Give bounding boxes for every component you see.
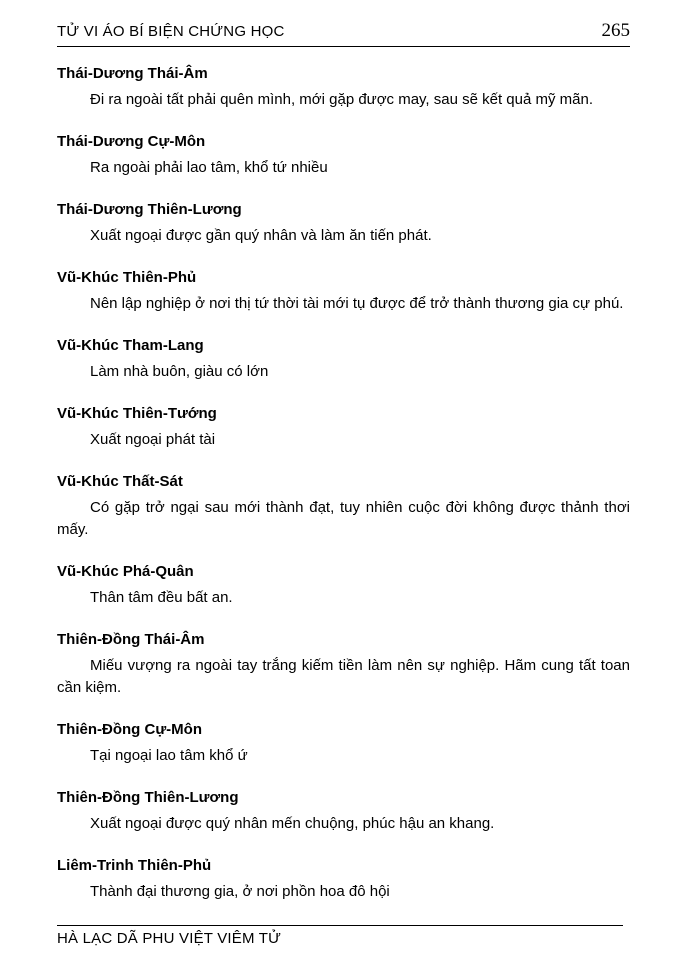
entry-body: Nên lập nghiệp ở nơi thị tứ thời tài mới tụ được để trở thành thương gia cự phú. xyxy=(90,295,624,312)
entry-heading: Liêm-Trinh Thiên-Phủ xyxy=(57,857,212,874)
entry-body: Miếu vượng ra ngoài tay trắng kiếm tiền làm nên sự nghiệp. Hãm cung tất toan cần kiệm. xyxy=(57,657,630,696)
entry-heading: Thái-Dương Thiên-Lương xyxy=(57,201,242,218)
entry-heading: Vũ-Khúc Phá-Quân xyxy=(57,563,194,580)
entry-section xyxy=(57,405,630,451)
entry-heading: Vũ-Khúc Thất-Sát xyxy=(57,473,183,490)
page-footer xyxy=(57,925,623,948)
entry-section xyxy=(57,721,630,767)
entry-section xyxy=(57,857,630,903)
entry-heading: Thiên-Đồng Thái-Âm xyxy=(57,631,205,648)
entry-body: Xuất ngoại phát tài xyxy=(90,431,216,448)
entry-body: Xuất ngoại được gần quý nhân và làm ăn tiến phát. xyxy=(90,227,432,244)
entry-section xyxy=(57,337,630,383)
entry-body: Ra ngoài phải lao tâm, khổ tứ nhiều xyxy=(90,159,328,176)
entry-heading: Thái-Dương Thái-Âm xyxy=(57,65,208,82)
entry-body: Tại ngoại lao tâm khổ ứ xyxy=(90,747,248,764)
entry-section xyxy=(57,789,630,835)
entry-body: Làm nhà buôn, giàu có lớn xyxy=(90,363,269,380)
page-header xyxy=(57,21,630,47)
entry-section xyxy=(57,201,630,247)
running-title: TỬ VI ÁO BÍ BIỆN CHỨNG HỌC xyxy=(57,23,285,40)
entry-heading: Vũ-Khúc Thiên-Phủ xyxy=(57,269,197,286)
entry-heading: Thiên-Đồng Cự-Môn xyxy=(57,721,202,738)
entry-section xyxy=(57,631,630,699)
entry-body: Thành đại thương gia, ở nơi phồn hoa đô hội xyxy=(90,883,390,900)
page-number: 265 xyxy=(601,20,630,41)
entry-section xyxy=(57,563,630,609)
entry-section xyxy=(57,473,630,541)
entry-heading: Thiên-Đồng Thiên-Lương xyxy=(57,789,239,806)
entry-body: Có gặp trở ngại sau mới thành đạt, tuy nhiên cuộc đời không được thảnh thơi mấy. xyxy=(57,499,630,538)
entry-heading: Thái-Dương Cự-Môn xyxy=(57,133,206,150)
entry-section xyxy=(57,269,630,315)
footer-title: HÀ LẠC DÃ PHU VIỆT VIÊM TỬ xyxy=(57,930,282,947)
entry-body: Thân tâm đều bất an. xyxy=(90,589,233,606)
entry-section xyxy=(57,133,630,179)
entry-body: Đi ra ngoài tất phải quên mình, mới gặp được may, sau sẽ kết quả mỹ mãn. xyxy=(90,91,594,108)
entries-list xyxy=(57,65,630,925)
entry-body: Xuất ngoại được quý nhân mến chuộng, phúc hậu an khang. xyxy=(90,815,495,832)
entry-section xyxy=(57,65,630,111)
entry-heading: Vũ-Khúc Thiên-Tướng xyxy=(57,405,217,422)
entry-heading: Vũ-Khúc Tham-Lang xyxy=(57,337,204,354)
